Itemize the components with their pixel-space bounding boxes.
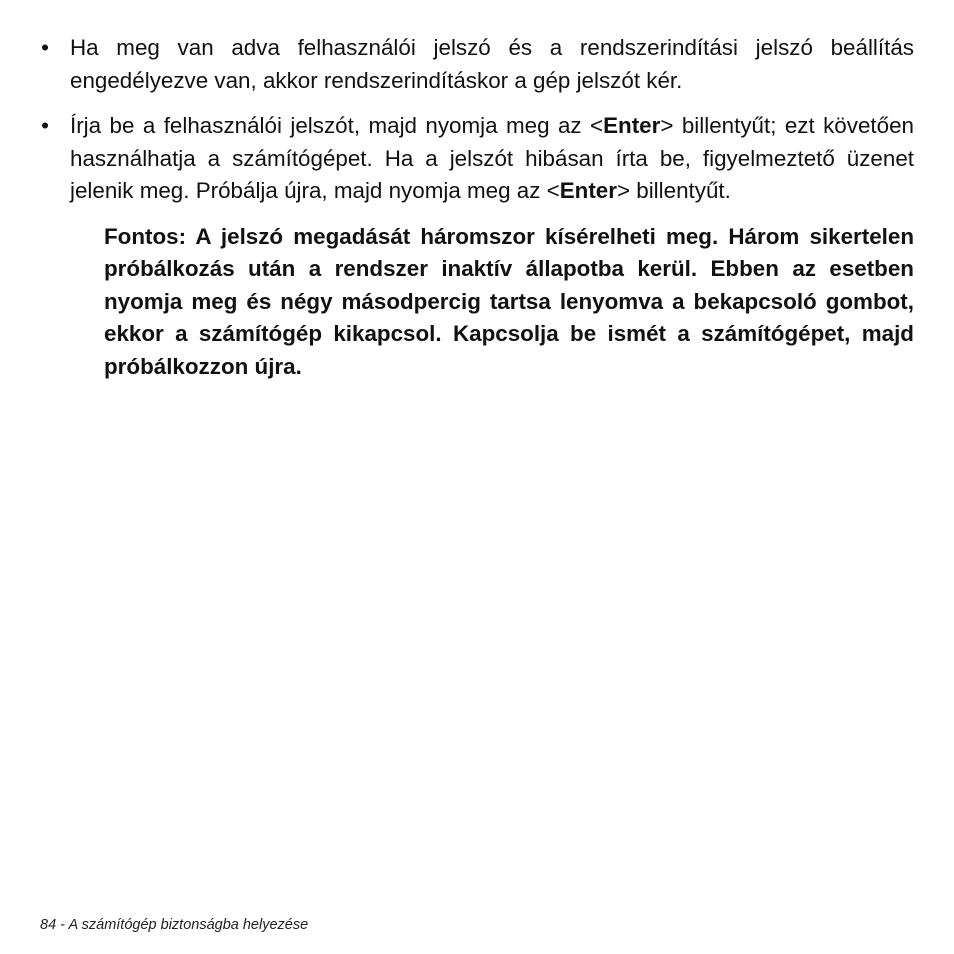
document-body	[38, 32, 914, 383]
bullet-item-password-prompt	[38, 32, 914, 97]
bullet-item-enter-password	[38, 110, 914, 208]
bullet-text: Ha meg van adva felhasználói jelszó és a rendszerindítási jelszó beállítás engedélyezve van, akkor rendszerindításkor a gép jelszót kér.	[70, 35, 914, 93]
enter-key-label: Enter	[559, 178, 617, 203]
enter-key-label: Enter	[603, 113, 661, 138]
bullet-icon: •	[41, 35, 49, 60]
bullet-text-part3: > billentyűt.	[616, 178, 731, 203]
page-footer: 84 - A számítógép biztonságba helyezése	[40, 917, 309, 933]
important-note: Fontos: A jelszó megadását háromszor kísérelheti meg. Három sikertelen próbálkozás után a rendszer inaktív állapotba kerül. Ebben az esetben nyomja meg és négy másodpercig tartsa lenyomva a bekapcsoló gombot, ekkor a számítógép kikapcsol. Kapcsolja be ismét a számítógépet, majd próbálkozzon újra.	[104, 223, 914, 379]
bullet-text-part1: Írja be a felhasználói jelszót, majd nyomja meg az <	[70, 113, 604, 138]
bullet-text-part2: > billentyűt; ezt követően használhatja a számítógépet. Ha a jelszót hibásan írta be, figyelmeztető üzenet jelenik meg. Próbálja újra, majd nyomja meg az <	[70, 113, 914, 203]
bullet-icon: •	[41, 113, 49, 138]
